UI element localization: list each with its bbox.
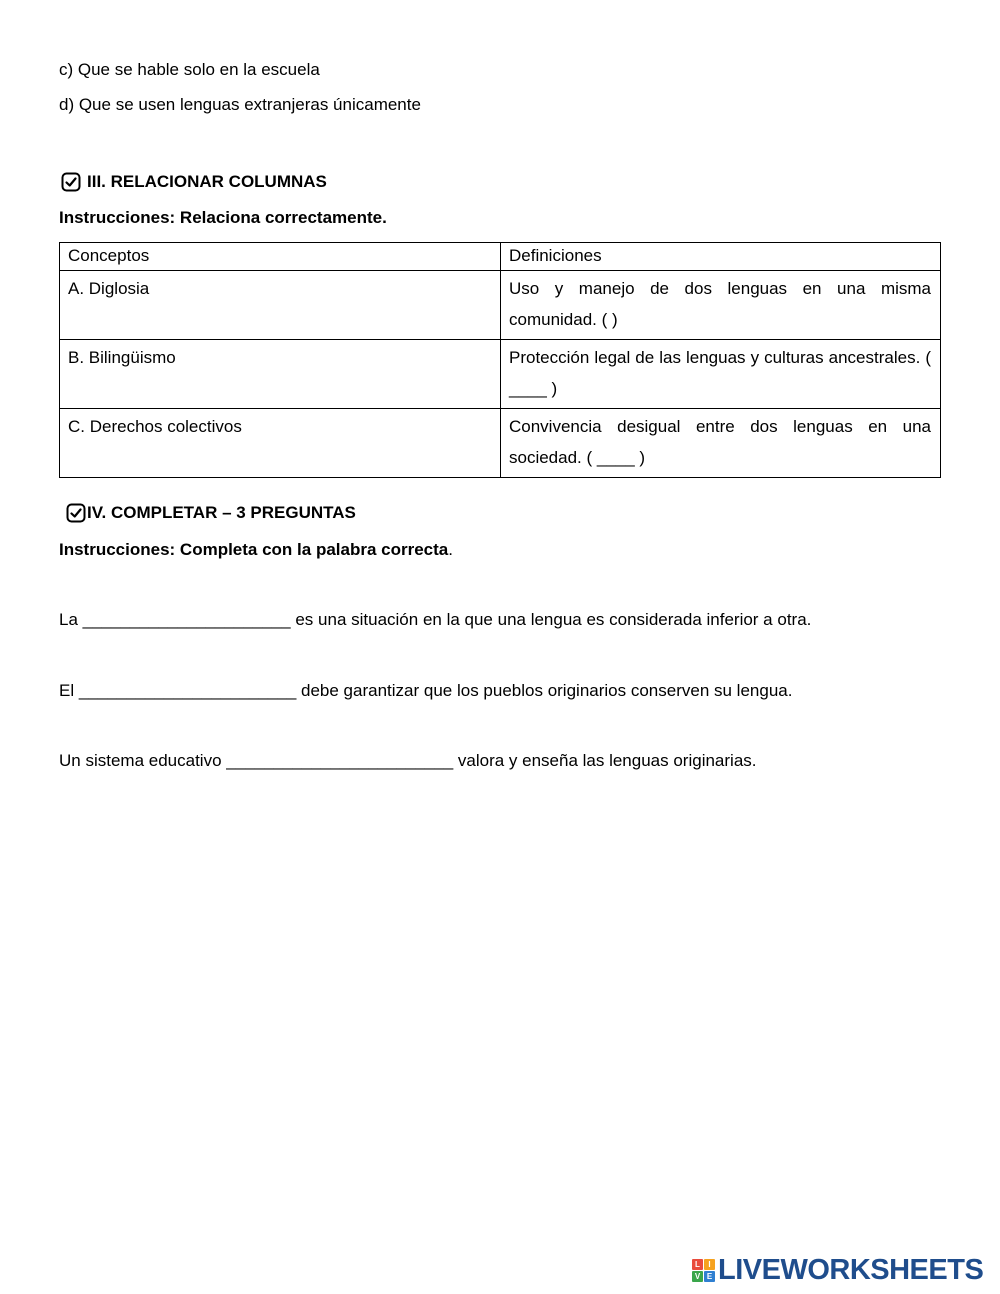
table-header-row [60, 243, 941, 271]
matching-table [59, 242, 941, 478]
definition-cell[interactable]: Protección legal de las lenguas y culturas ancestrales. ( ____ ) [501, 340, 941, 409]
definition-cell[interactable]: Convivencia desigual entre dos lenguas en una sociedad. ( ____ ) [501, 409, 941, 478]
section-3-instructions: Instrucciones: Relaciona correctamente. [59, 208, 387, 227]
badge-letter: I [704, 1259, 715, 1270]
badge-letter: V [692, 1271, 703, 1282]
section-3-heading [61, 172, 327, 192]
logo-badge-icon [692, 1259, 715, 1282]
option-d: d) Que se usen lenguas extranjeras únicamente [59, 95, 421, 114]
badge-letter: E [704, 1271, 715, 1282]
instructions-tail: . [448, 540, 453, 559]
header-conceptos: Conceptos [60, 243, 501, 271]
concept-cell: B. Bilingüismo [60, 340, 501, 409]
badge-letter: L [692, 1259, 703, 1270]
checkbox-icon [66, 503, 86, 523]
checkbox-icon [61, 172, 81, 192]
table-row [60, 340, 941, 409]
section-3-title: III. RELACIONAR COLUMNAS [87, 172, 327, 191]
fill-in-sentence-2[interactable]: El _______________________ debe garantizar que los pueblos originarios conserven su lengua. [59, 681, 793, 700]
section-4-heading [66, 503, 356, 523]
header-definiciones: Definiciones [501, 243, 941, 271]
table-row [60, 271, 941, 340]
concept-cell: A. Diglosia [60, 271, 501, 340]
fill-in-sentence-1[interactable]: La ______________________ es una situación en la que una lengua es considerada inferior a otra. [59, 610, 812, 629]
concept-cell: C. Derechos colectivos [60, 409, 501, 478]
definition-cell[interactable]: Uso y manejo de dos lenguas en una misma comunidad. ( ) [501, 271, 941, 340]
fill-in-sentence-3[interactable]: Un sistema educativo ________________________ valora y enseña las lenguas originarias. [59, 751, 757, 770]
section-4-instructions [59, 540, 453, 560]
liveworksheets-logo [692, 1254, 983, 1287]
table-row [60, 409, 941, 478]
instructions-bold-text: Instrucciones: Completa con la palabra correcta [59, 540, 449, 559]
option-c: c) Que se hable solo en la escuela [59, 60, 320, 79]
logo-text: LIVEWORKSHEETS [718, 1254, 984, 1286]
section-4-title: IV. COMPLETAR – 3 PREGUNTAS [87, 503, 356, 522]
